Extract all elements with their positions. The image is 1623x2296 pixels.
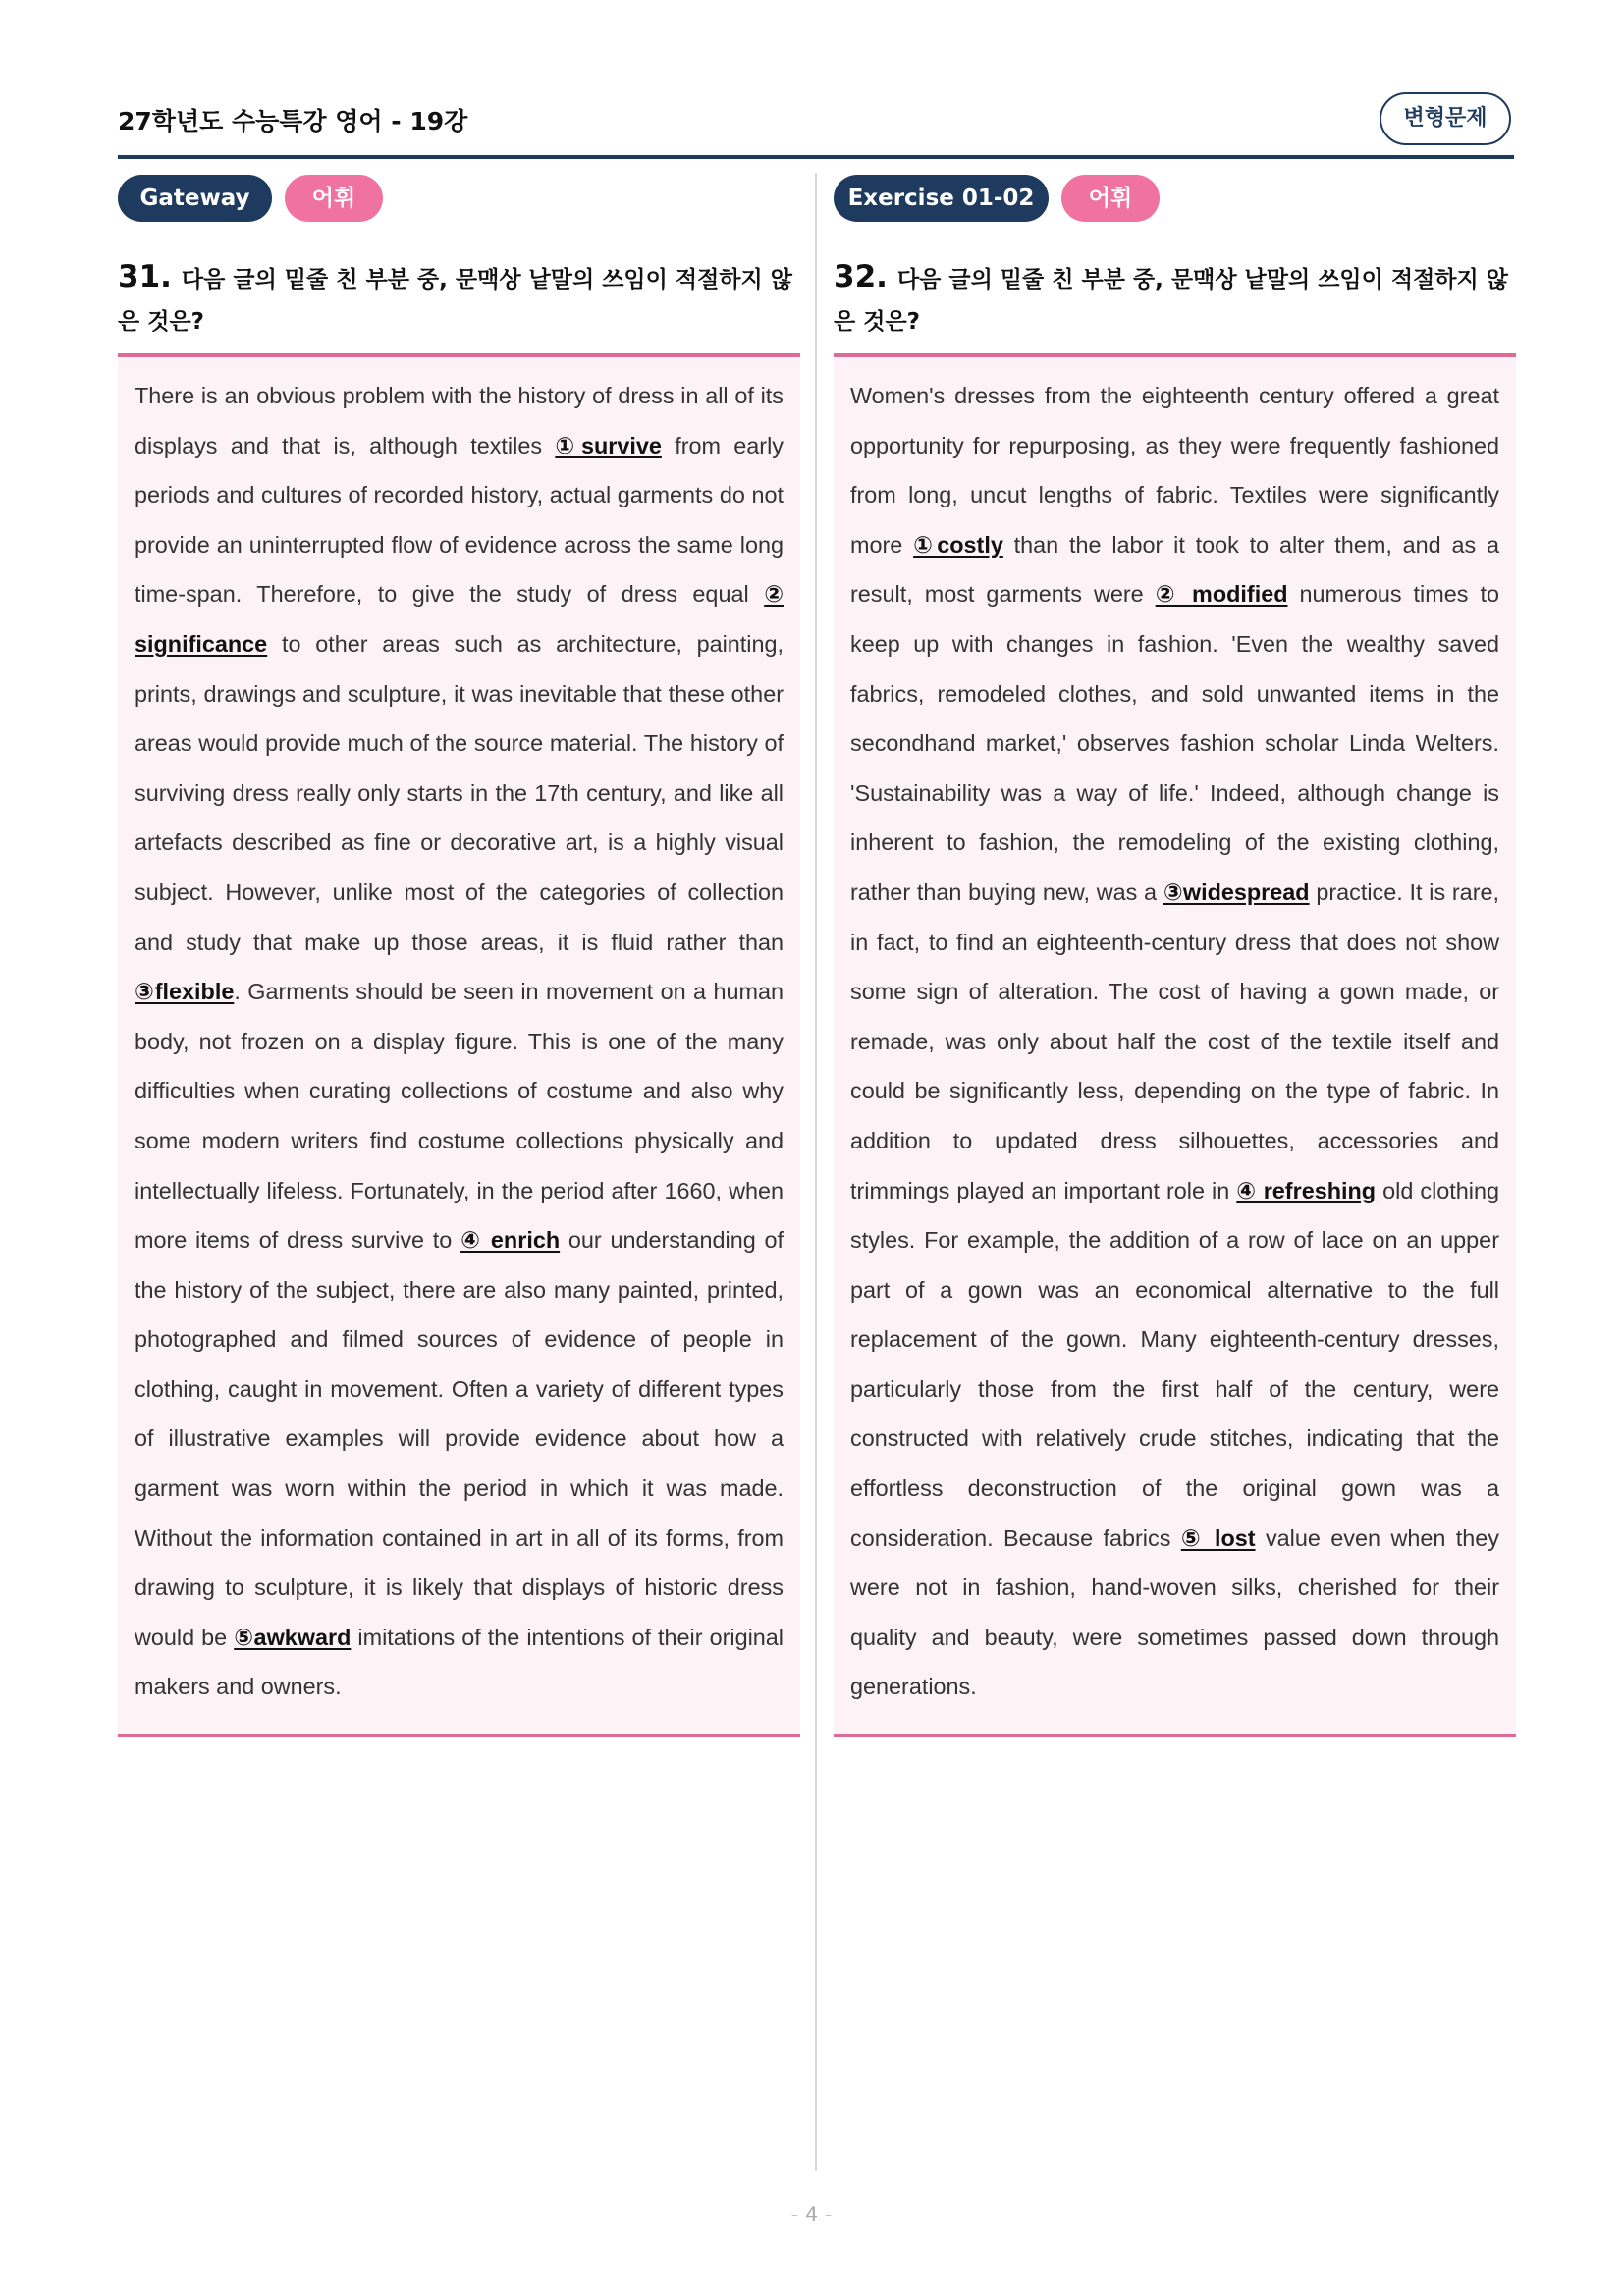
passage-text: our understanding of the history of the subject, there are also many painted, printed, photographed and filmed sources of evidence of people in clothing, caught in movement. Often a variety of different types of illustrative examples will provide evidence about how a garment was worn within the period in which it was made. Without the information contained in art in all of its forms, from drawing to sculpture, it is likely that displays of historic dress would be (135, 1227, 784, 1650)
passage-text: to other areas such as architecture, painting, prints, drawings and sculpture, it was inevitable that these other areas would provide much of the source material. The history of surviving dress really only starts in the 17th century, and like all artefacts described as fine or decorative art, is a highly visual subject. However, unlike most of the categories of collection and study that make up those areas, it is fluid rather than (135, 630, 784, 955)
passage-text: old clothing styles. For example, the addition of a row of lace on an upper part of a gown was an economical alternative to the full replacement of the gown. Many eighteenth-century dresses, particularly those from the first half of the century, were constructed with relatively crude stitches, indicating that the effortless deconstruction of the original gown was a consideration. Because fabrics (850, 1177, 1500, 1551)
passage-text: value even when they were not in fashion, hand-woven silks, cherished for their quality and beauty, were sometimes passed down through generations. (850, 1524, 1499, 1700)
underlined-choice: ①costly (913, 531, 1003, 558)
right-column (834, 173, 1516, 1737)
underlined-choice: ③flexible (135, 979, 235, 1005)
variant-question-badge: 변형문제 (1380, 92, 1511, 145)
underlined-choice: ⑤ lost (1180, 1524, 1256, 1551)
header-divider (118, 155, 1514, 159)
left-column (118, 173, 800, 1737)
passage-bottom-rule (118, 1734, 800, 1737)
passage-31 (118, 357, 800, 1734)
passage-text: from early periods and cultures of recorded history, actual garments do not provide an uninterrupted flow of evidence across the same long time-span. Therefore, to give the study of dress equal (135, 432, 784, 608)
question-32-heading (834, 256, 1516, 344)
exercise-tag: Exercise 01-02 (834, 175, 1049, 222)
question-number: 32. (834, 259, 888, 294)
underlined-choice: ⑤awkward (234, 1624, 352, 1650)
passage-32 (834, 357, 1516, 1734)
vocabulary-tag: 어휘 (1061, 175, 1160, 222)
passage-bottom-rule (834, 1734, 1516, 1737)
page-number: - 4 - (790, 2203, 833, 2226)
gateway-tag: Gateway (118, 175, 272, 222)
question-text: 다음 글의 밑줄 친 부분 중, 문맥상 낱말의 쓰임이 적절하지 않은 것은? (118, 267, 792, 335)
question-number: 31. (118, 259, 172, 294)
question-text: 다음 글의 밑줄 친 부분 중, 문맥상 낱말의 쓰임이 적절하지 않은 것은? (834, 267, 1508, 335)
passage-text: . Garments should be seen in movement on a human body, not frozen on a display figure. This is one of the many difficulties when curating collections of costume and also why some modern writers find costume collections physically and intellectually lifeless. Fortunately, in the period after 1660, when more items of dress survive to (135, 979, 784, 1254)
passage-text: practice. It is rare, in fact, to find an eighteenth-century dress that does not show some sign of alteration. The cost of having a gown made, or remade, was only about half the cost of the textile itself and could be significantly less, depending on the type of fabric. In addition to updated dress silhouettes, accessories and trimmings played an important role in (850, 879, 1499, 1203)
right-tags (834, 173, 1516, 224)
underlined-choice: ①survive (555, 432, 662, 458)
vocabulary-tag: 어휘 (285, 175, 383, 222)
passage-text: than the labor it took to alter them, and as a result, most garments were (850, 531, 1499, 608)
passage-text: numerous times to keep up with changes in fashion. 'Even the wealthy saved fabrics, remodeled clothes, and sold unwanted items in the secondhand market,' observes fashion scholar Linda Welters. 'Sustainability was a way of life.' Indeed, although change is inherent to fashion, the remodeling of the existing clothing, rather than buying new, was a (850, 581, 1499, 905)
passage-text: imitations of the intentions of their original makers and owners. (135, 1624, 784, 1700)
left-tags (118, 173, 800, 224)
underlined-choice: ④ refreshing (1236, 1177, 1377, 1203)
passage-text: There is an obvious problem with the history of dress in all of its displays and that is, although textiles (135, 383, 784, 458)
question-31-heading (118, 256, 800, 344)
underlined-choice: ② significance (135, 581, 784, 657)
underlined-choice: ② modified (1155, 581, 1288, 608)
page-title: 27학년도 수능특강 영어 - 19강 (118, 107, 468, 135)
underlined-choice: ④ enrich (460, 1227, 561, 1254)
column-divider (815, 173, 817, 2171)
underlined-choice: ③widespread (1163, 879, 1310, 905)
passage-text: Women's dresses from the eighteenth century offered a great opportunity for repurposing, as they were frequently fashioned from long, uncut lengths of fabric. Textiles were significantly more (850, 383, 1499, 558)
